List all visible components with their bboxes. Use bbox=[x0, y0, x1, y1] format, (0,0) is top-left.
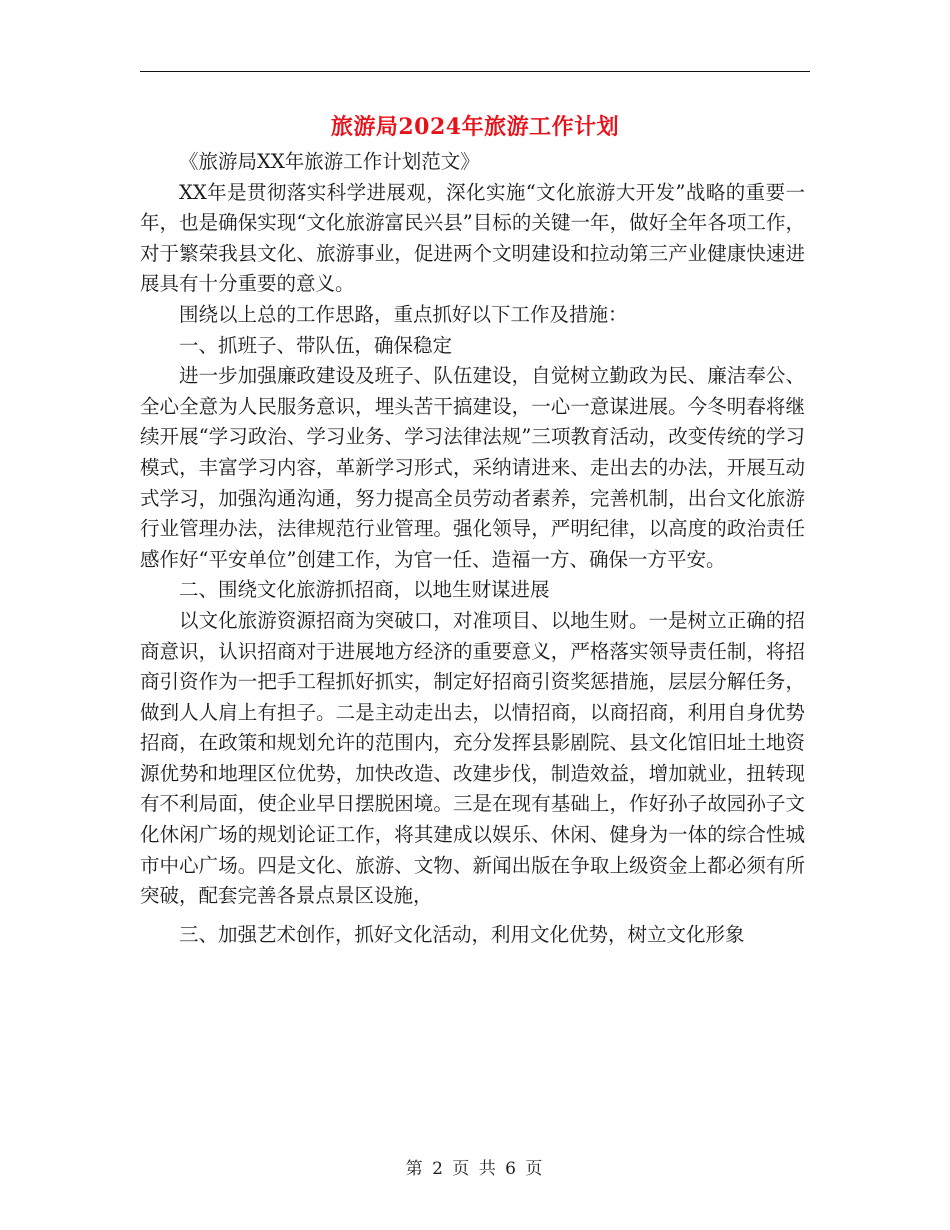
paragraph-subtitle: 《旅游局XX年旅游工作计划范文》 bbox=[179, 150, 480, 173]
paragraph-section-1: 进一步加强廉政建设及班子、队伍建设，自觉树立勤政为民、廉洁奉公、全心全意为人民服务意识，埋头苦干搞建设，一心一意谋进展。今冬明春将继续开展“学习政治、学习业务、学习法律法规”三项教育活动，改变传统的学习模式，丰富学习内容，革新学习形式，采纳请进来、走出去的办法，开展互动式学习，加强沟通沟通，努力提高全员劳动者素养，完善机制，出台文化旅游行业管理办法，法律规范行业管理。强化领导，严明纪律，以高度的政治责任感作好“平安单位”创建工作，为官一任、造福一方、确保一方平安。 bbox=[140, 364, 805, 571]
section-heading-2: 二、围绕文化旅游抓招商，以地生财谋进展 bbox=[179, 578, 550, 602]
paragraph-intro: XX年是贯彻落实科学进展观，深化实施“文化旅游大开发”战略的重要一年，也是确保实现“文化旅游富民兴县”目标的关键一年，做好全年各项工作，对于繁荣我县文化、旅游事业，促进两个文明建设和拉动第三产业健康快速进展具有十分重要的意义。 bbox=[140, 180, 805, 296]
paragraph-section-2: 以文化旅游资源招商为突破口，对准项目、以地生财。一是树立正确的招商意识，认识招商对于进展地方经济的重要意义，严格落实领导责任制，将招商引资作为一把手工程抓好抓实，制定好招商引资奖惩措施，层层分解任务，做到人人肩上有担子。二是主动走出去，以情招商，以商招商，利用自身优势招商，在政策和规划允许的范围内，充分发挥县影剧院、县文化馆旧址土地资源优势和地理区位优势，加快改造、改建步伐，制造效益，增加就业，扭转现有不利局面，使企业早日摆脱困境。三是在现有基础上，作好孙子故园孙子文化休闲广场的规划论证工作，将其建成以娱乐、休闲、健身为一体的综合性城市中心广场。四是文化、旅游、文物、新闻出版在争取上级资金上都必须有所突破，配套完善各景点景区设施， bbox=[140, 608, 805, 908]
header-rule bbox=[140, 71, 810, 72]
paragraph-lead: 围绕以上总的工作思路，重点抓好以下工作及措施： bbox=[179, 302, 628, 326]
document-body bbox=[140, 147, 805, 950]
page-number: 第 2 页 共 6 页 bbox=[405, 1159, 545, 1179]
section-heading-1: 一、抓班子、带队伍，确保稳定 bbox=[179, 333, 453, 357]
document-title: 旅游局2024年旅游工作计划 bbox=[330, 114, 620, 140]
section-heading-3: 三、加强艺术创作，抓好文化活动，利用文化优势，树立文化形象 bbox=[179, 922, 745, 946]
